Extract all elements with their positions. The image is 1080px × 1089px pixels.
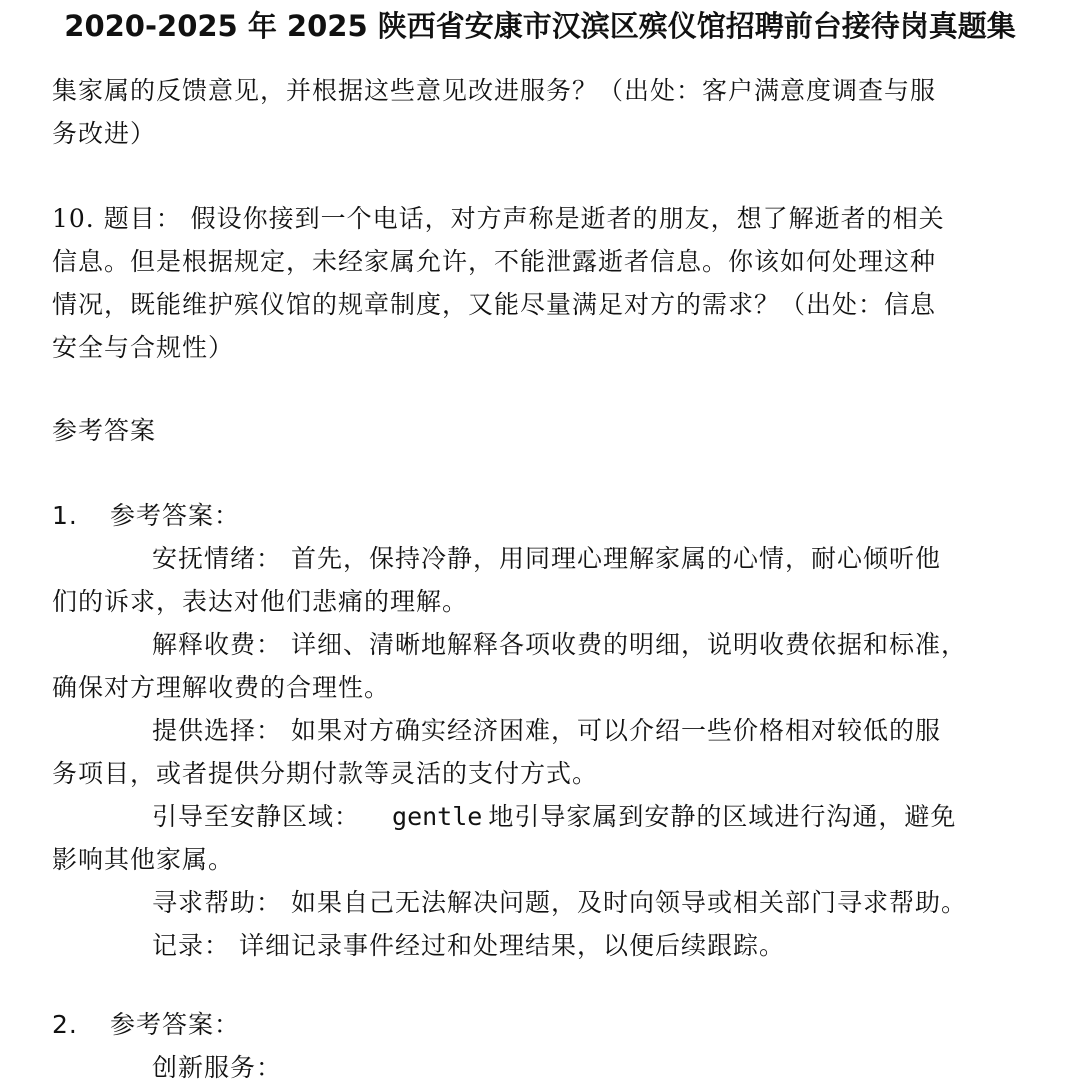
answer-label: 参考答案：	[110, 501, 241, 530]
paragraph-line: 10. 题目： 假设你接到一个电话，对方声称是逝者的朋友，想了解逝者的相关	[52, 204, 945, 233]
item-continuation: 务项目，或者提供分期付款等灵活的支付方式。	[52, 759, 599, 788]
answer-item	[52, 924, 1042, 967]
answer-item	[52, 881, 1042, 924]
item-latin-word: gentle	[392, 802, 483, 831]
item-continuation: 们的诉求，表达对他们悲痛的理解。	[52, 587, 469, 616]
item-title: 记录：	[152, 931, 231, 960]
paragraph-line: 务改进）	[52, 119, 157, 148]
paragraph-line: 信息。但是根据规定，未经家属允许，不能泄露逝者信息。你该如何处理这种	[52, 247, 937, 276]
question-9-continuation	[52, 69, 1042, 155]
answer-number: 2.	[52, 1010, 78, 1039]
answer-item	[52, 795, 1042, 838]
item-title: 提供选择：	[152, 716, 283, 745]
answer-label: 参考答案：	[110, 1010, 241, 1039]
answer-number: 1.	[52, 501, 78, 530]
item-text: 首先，保持冷静，用同理心理解家属的心情，耐心倾听他	[282, 544, 941, 573]
item-title: 寻求帮助：	[152, 888, 283, 917]
item-text: 如果对方确实经济困难，可以介绍一些价格相对较低的服	[282, 716, 941, 745]
question-10	[52, 197, 1042, 369]
answer-2-header	[52, 1003, 1042, 1046]
answer-1-header	[52, 494, 1042, 537]
item-text: 如果自己无法解决问题，及时向领导或相关部门寻求帮助。	[282, 888, 967, 917]
page-title: 2020-2025 年 2025 陕西省安康市汉滨区殡仪馆招聘前台接待岗真题集	[64, 9, 1016, 43]
paragraph-line: 集家属的反馈意见，并根据这些意见改进服务？（出处：客户满意度调查与服	[52, 76, 937, 105]
item-title: 解释收费：	[152, 630, 283, 659]
item-title: 引导至安静区域：	[152, 802, 361, 831]
item-text: 详细、清晰地解释各项收费的明细，说明收费依据和标准，	[282, 630, 967, 659]
item-title: 安抚情绪：	[152, 544, 283, 573]
answer-2	[52, 1003, 1042, 1089]
answers-section-heading	[52, 409, 1042, 452]
item-text: 详细记录事件经过和处理结果，以便后续跟踪。	[230, 931, 785, 960]
item-continuation: 影响其他家属。	[52, 845, 235, 874]
answer-item	[52, 709, 1042, 752]
answer-item	[52, 1046, 1042, 1089]
answer-item	[52, 537, 1042, 580]
answer-item	[52, 623, 1042, 666]
answer-1	[52, 494, 1042, 967]
item-continuation: 确保对方理解收费的合理性。	[52, 673, 391, 702]
item-title: 创新服务：	[152, 1053, 283, 1082]
paragraph-line: 情况，既能维护殡仪馆的规章制度，又能尽量满足对方的需求？（出处：信息	[52, 290, 937, 319]
answers-heading-text: 参考答案	[52, 416, 157, 445]
paragraph-line: 安全与合规性）	[52, 333, 235, 362]
item-text: 地引导家属到安静的区域进行沟通，避免	[488, 802, 957, 831]
